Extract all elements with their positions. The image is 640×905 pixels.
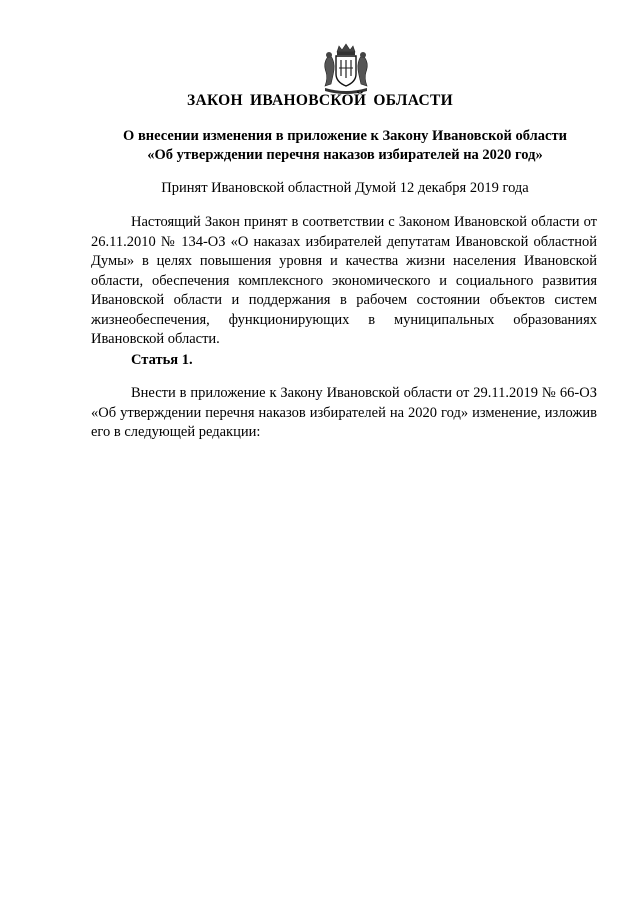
law-subtitle-line-2: «Об утверждении перечня наказов избирателей на 2020 год» [147,147,543,163]
law-subtitle-line-1: О внесении изменения в приложение к Закону Ивановской области [123,128,567,144]
article-1-paragraph: Внести в приложение к Закону Ивановской области от 29.11.2019 № 66-ОЗ «Об утверждении перечня наказов избирателей на 2020 год» изменение, изложив его в следующей редакции: [91,385,597,440]
article-1-heading: Статья 1. [131,352,193,368]
law-subtitle [80,127,610,165]
preamble-paragraph: Настоящий Закон принят в соответствии с Законом Ивановской области от 26.11.2010 № 134-ОЗ «О наказах избирателей депутатам Ивановской областной Думы» в целях повышения уровня и качества жизни населения Ивановской области, обеспечения комплексного экономического и социального развития Ивановской области и поддержания в рабочем состоянии объектов систем жизнеобеспечения, функционирующих в муниципальных образованиях Ивановской области. [91,214,597,347]
law-title: ЗАКОН ИВАНОВСКОЙ ОБЛАСТИ [187,92,453,109]
coat-of-arms-icon [317,40,375,98]
adoption-note: Принят Ивановской областной Думой 12 декабря 2019 года [161,180,529,196]
